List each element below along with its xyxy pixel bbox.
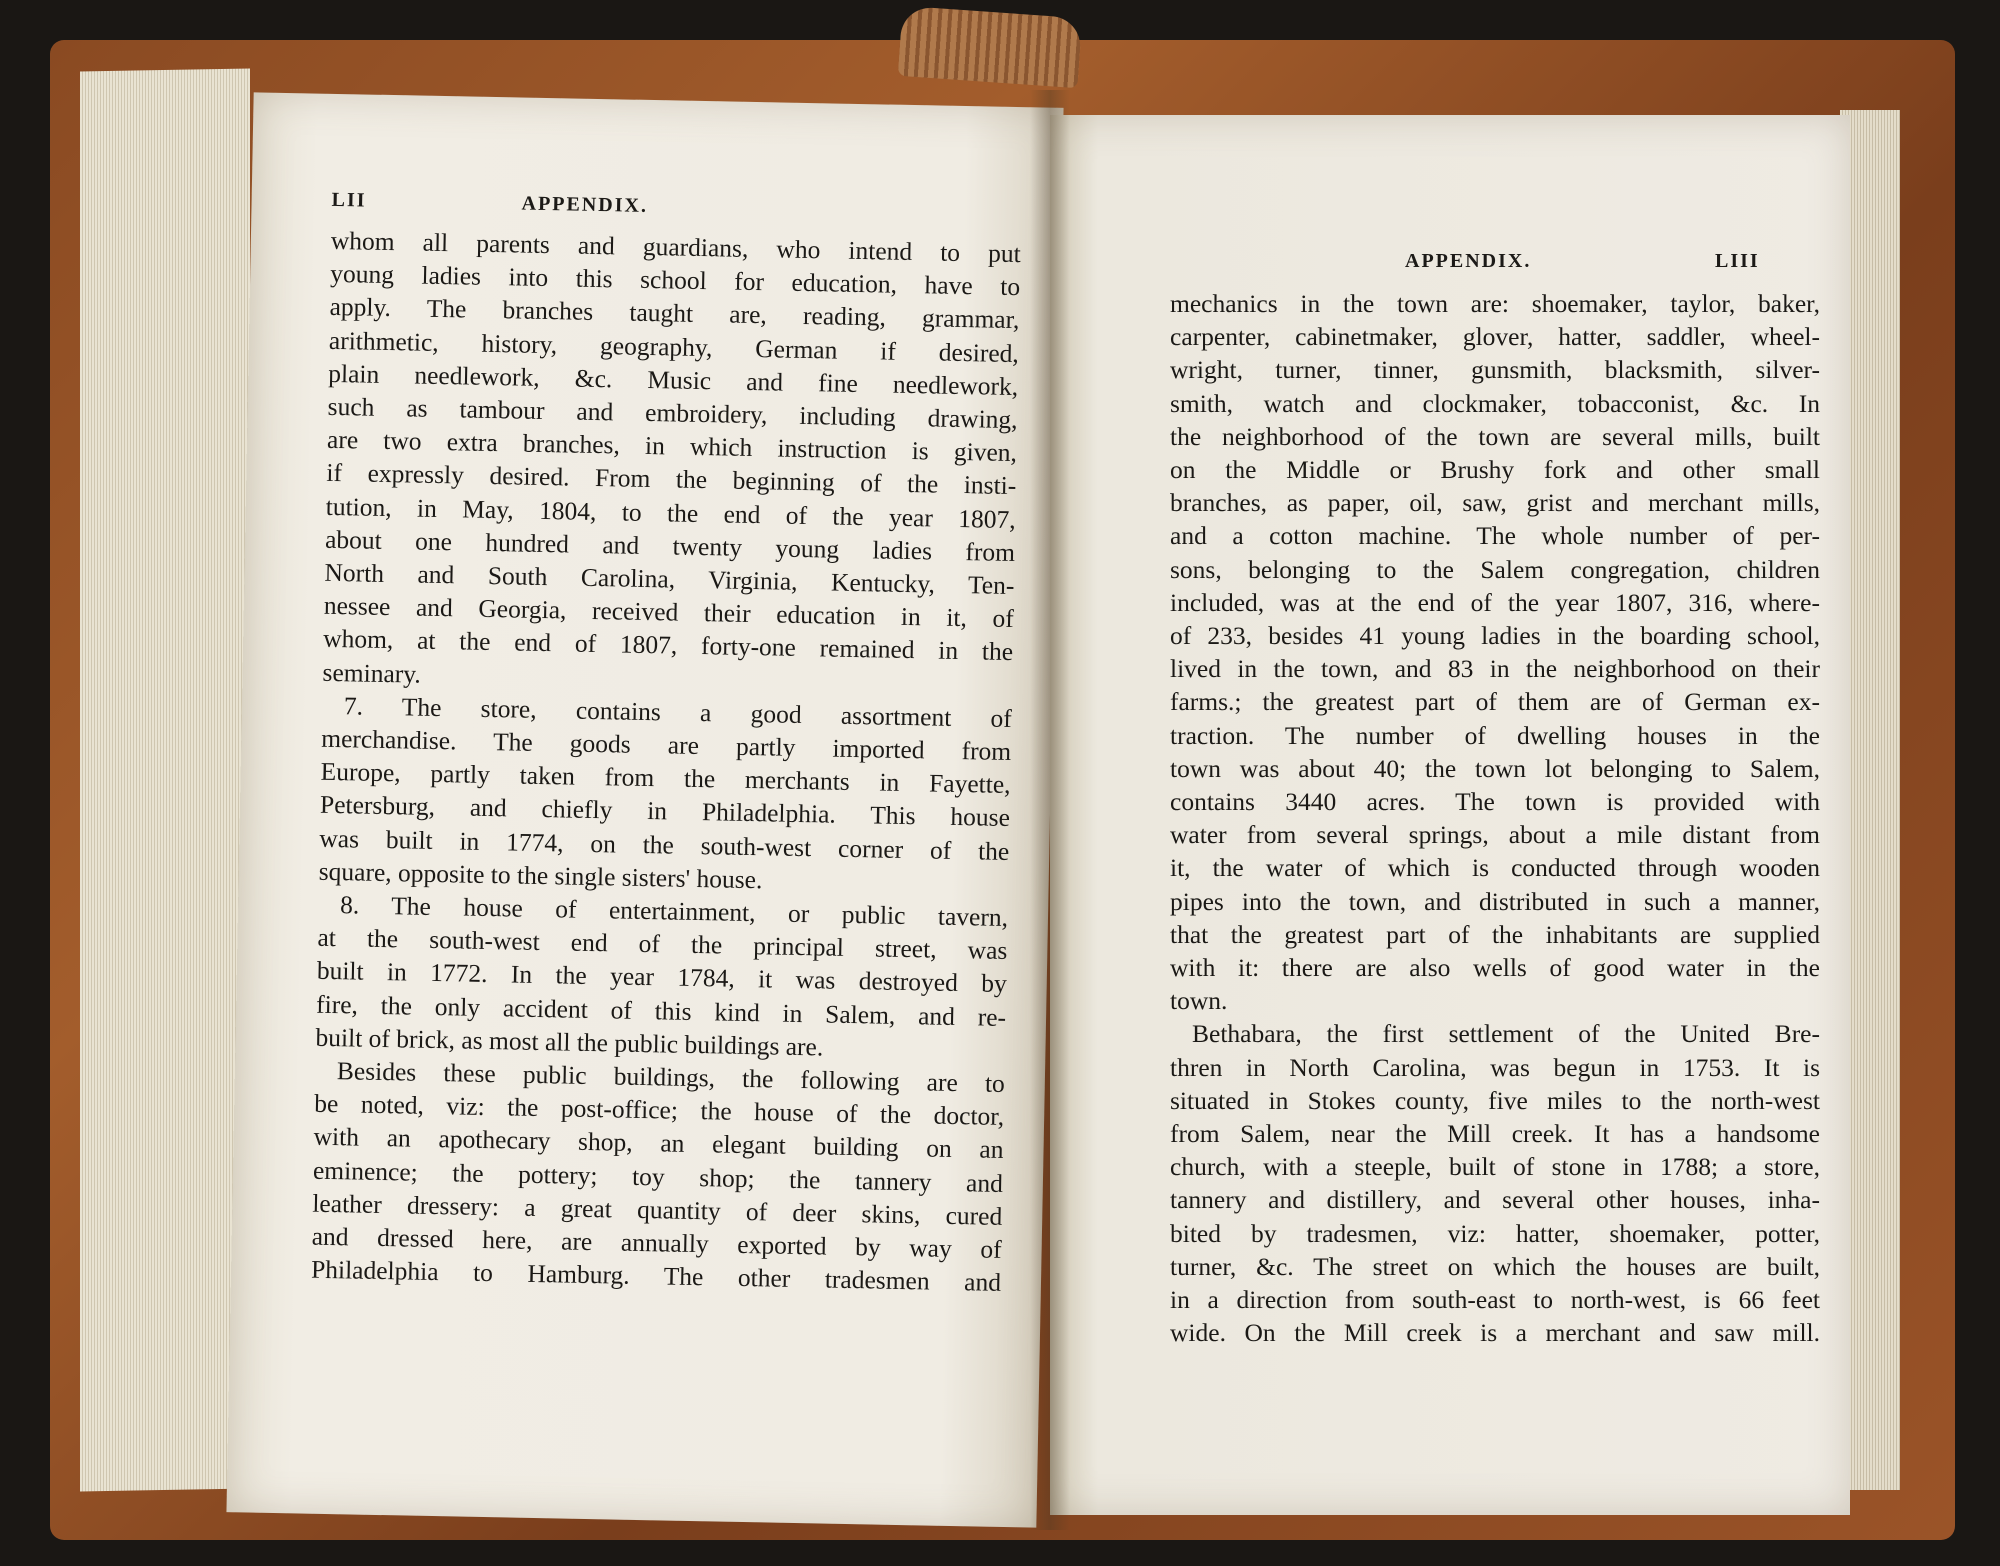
spine-headband [898, 6, 1082, 88]
text-line: seminary. [322, 657, 422, 689]
text-line: 7. The store, contains a good assortment of [343, 691, 1013, 733]
text-line: be noted, viz: the post-office; the house of the doctor, [314, 1088, 1005, 1132]
text-line: was built in 1774, on the south-west corner of the [319, 823, 1010, 866]
text-line: North and South Carolina, Virginia, Kentucky, Ten- [324, 557, 1015, 601]
text-line: town. [1170, 986, 1228, 1016]
text-line: contains 3440 acres. The town is provided with [1170, 787, 1820, 817]
text-line: with an apothecary shop, an elegant building on an [313, 1122, 1004, 1165]
text-line: built in 1772. In the year 1784, it was destroyed by [316, 956, 1008, 999]
text-line: from Salem, near the Mill creek. It has a handsome [1170, 1119, 1820, 1149]
text-line: water from several springs, about a mile distant from [1170, 820, 1820, 850]
text-line: wide. On the Mill creek is a merchant and saw mill. [1170, 1318, 1820, 1348]
text-line: such as tambour and embroidery, including drawing, [327, 391, 1018, 435]
text-line: Besides these public buildings, the following are to [336, 1056, 1006, 1099]
right-page [1050, 115, 1850, 1515]
text-line: carpenter, cabinetmaker, glover, hatter, saddler, wheel- [1170, 322, 1820, 352]
text-line: town was about 40; the town lot belonging to Salem, [1170, 753, 1820, 783]
text-line: leather dressery: a great quantity of deer skins, cured [312, 1188, 1003, 1231]
text-line: and a cotton machine. The whole number of per- [1170, 521, 1820, 551]
text-line: plain needlework, &c. Music and fine needlework, [328, 358, 1019, 401]
left-page-edges [80, 69, 250, 1492]
text-line: that the greatest part of the inhabitants are supplied [1170, 919, 1820, 949]
text-line: wright, turner, tinner, gunsmith, blacksmith, silver- [1170, 355, 1820, 385]
right-page-number: LIII [1715, 250, 1760, 272]
text-line: eminence; the pottery; toy shop; the tannery and [312, 1155, 1004, 1198]
text-line: the neighborhood of the town are several mills, built [1170, 421, 1820, 451]
text-line: Philadelphia to Hamburg. The other tradesmen and [310, 1254, 1002, 1298]
text-line: church, with a steeple, built of stone in 1788; a store, [1170, 1152, 1820, 1182]
text-line: mechanics in the town are: shoemaker, taylor, baker, [1170, 289, 1820, 318]
text-line: on the Middle or Brushy fork and other small [1170, 455, 1820, 485]
text-line: situated in Stokes county, five miles to the north-west [1170, 1085, 1820, 1115]
text-line: turner, &c. The street on which the houses are built, [1170, 1251, 1820, 1281]
left-page [226, 92, 1063, 1527]
text-line: bited by tradesmen, viz: hatter, shoemaker, potter, [1170, 1218, 1820, 1248]
text-line: nessee and Georgia, received their education in it, of [323, 591, 1015, 634]
text-line: Petersburg, and chiefly in Philadelphia. This house [319, 790, 1011, 833]
text-line: are two extra branches, in which instruction is given, [326, 425, 1018, 468]
text-line: sons, belonging to the Salem congregation, children [1170, 554, 1820, 584]
text-line: with it: there are also wells of good water in the [1170, 953, 1820, 983]
book-gutter [1030, 90, 1070, 1530]
text-line: traction. The number of dwelling houses in the [1170, 720, 1820, 750]
text-line: in a direction from south-east to north-west, is 66 feet [1170, 1285, 1820, 1315]
text-line: Europe, partly taken from the merchants in Fayette, [320, 757, 1011, 800]
text-line: 8. The house of entertainment, or public tavern, [339, 890, 1009, 933]
text-line: square, opposite to the single sisters' house. [318, 856, 763, 895]
text-line: whom all parents and guardians, who intend to put [330, 225, 1022, 269]
text-line: merchandise. The goods are partly imported from [321, 723, 1012, 767]
text-line: built of brick, as most all the public buildings are. [315, 1022, 824, 1062]
left-running-head: APPENDIX. [521, 192, 649, 217]
text-line: Bethabara, the first settlement of the United Bre- [1192, 1019, 1820, 1049]
text-line: tution, in May, 1804, to the end of the year 1807, [325, 491, 1016, 534]
text-line: lived in the town, and 83 in the neighborhood on their [1170, 654, 1820, 684]
left-page-body [311, 224, 1021, 1300]
text-line: included, was at the end of the year 1807, 316, where- [1170, 587, 1820, 617]
text-line: smith, watch and clockmaker, tobacconist, &c. In [1170, 388, 1820, 418]
text-line: and dressed here, are annually exported by way of [311, 1221, 1002, 1265]
text-line: thren in North Carolina, was begun in 1753. It is [1170, 1052, 1820, 1082]
text-line: of 233, besides 41 young ladies in the boarding school, [1170, 621, 1820, 651]
text-line: about one hundred and twenty young ladies from [324, 524, 1016, 567]
text-line: fire, the only accident of this kind in Salem, and re- [315, 989, 1007, 1032]
text-line: farms.; the greatest part of them are of German ex- [1170, 687, 1820, 717]
right-running-head: APPENDIX. [1405, 250, 1532, 272]
text-line: arithmetic, history, geography, German if desired, [328, 325, 1020, 368]
text-line: tannery and distillery, and several other houses, inha- [1170, 1185, 1820, 1215]
text-line: young ladies into this school for education, have to [329, 259, 1021, 302]
right-page-body [1170, 287, 1820, 1350]
text-line: it, the water of which is conducted through wooden [1170, 853, 1820, 883]
text-line: whom, at the end of 1807, forty-one remained in the [322, 624, 1014, 667]
text-line: at the south-west end of the principal street, was [317, 923, 1008, 966]
text-line: apply. The branches taught are, reading, grammar, [329, 292, 1020, 335]
left-page-number: LII [331, 188, 367, 212]
text-line: pipes into the town, and distributed in such a manner, [1170, 886, 1820, 916]
text-line: branches, as paper, oil, saw, grist and merchant mills, [1170, 488, 1820, 518]
text-line: if expressly desired. From the beginning of the insti- [326, 458, 1017, 501]
